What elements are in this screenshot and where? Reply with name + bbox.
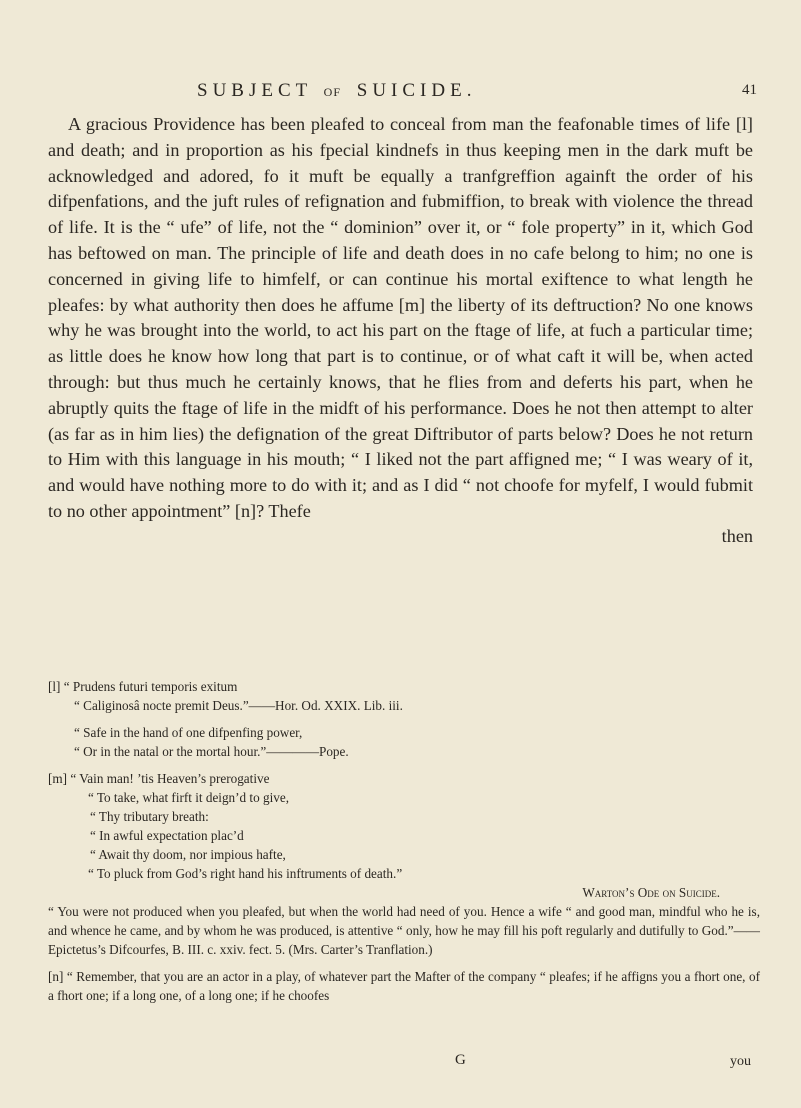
note-l-line-3: “ Safe in the hand of one difpenfing power, (74, 725, 303, 740)
running-title-subject: SUBJECT (197, 80, 312, 101)
note-m-line-2: “ To take, what firft it deign’d to give, (88, 790, 289, 805)
note-m-line-4: “ In awful expectation plac’d (90, 828, 244, 843)
note-epictetus: “ You were not produced when you pleafed, but when the world had need of you. Hence a wife “ and good man, mindful who he is, and whence he came, and by whom he was produced, is attentive “ only, how he may fill his poft regularly and dutifully to God.”——Epictetus’s Difcourfes, B. III. c. xxiv. fect. 5. (Mrs. Carter’s Tranflation.) (48, 904, 760, 957)
note-m-line-6: “ To pluck from God’s right hand his inftruments of death.” (88, 866, 403, 881)
note-l-line-1: [l] “ Prudens futuri temporis exitum (48, 679, 238, 694)
catchword-then: then (721, 525, 753, 546)
note-l-line-2: “ Caliginosâ nocte premit Deus.”——Hor. Od. XXIX. Lib. iii. (74, 698, 403, 713)
footnotes (48, 677, 760, 1005)
note-l-line-4: “ Or in the natal or the mortal hour.”————Pope. (74, 744, 349, 759)
page-number: 41 (742, 82, 757, 98)
footer-catchword: you (730, 1054, 751, 1069)
running-title-suicide: SUICIDE. (356, 80, 477, 101)
note-m-line-1: [m] “ Vain man! ’tis Heaven’s prerogative (48, 771, 270, 786)
running-header (197, 80, 757, 104)
main-text (48, 112, 753, 550)
note-m-attribution: Warton’s Ode on Suicide. (582, 885, 720, 900)
note-m-line-3: “ Thy tributary breath: (90, 809, 209, 824)
note-n: [n] “ Remember, that you are an actor in a play, of whatever part the Mafter of the company “ pleafes; if he affigns you a fhort one, of a fhort one; if a long one, of a long one; if he choofes (48, 969, 760, 1003)
body-paragraph: A gracious Providence has been pleafed to conceal from man the feafonable times of life [l] and death; and in proportion as his fpecial kindnefs in thus keeping men in the dark muft be acknowledged and adored, fo it muft be equally a tranfgreffion againft the order of his difpenfations, and the juft rules of refignation and fubmiffion, to break with violence the thread of life. It is the “ ufe” of life, not the “ dominion” over it, or “ fole property” in it, which God has beftowed on man. The principle of life and death does in no cafe belong to him; no one is concerned in giving life to himfelf, or can continue his mortal exiftence to what length he pleafes: by what authority then does he affume [m] the liberty of its deftruction? No one knows why he was brought into the world, to act his part on the ftage of life, at fuch a particular time; as little does he know how long that part is to continue, or of what caft it will be, when acted through: but thus much he certainly knows, that he flies from and deferts his part, when he abruptly quits the ftage of life in the midft of his performance. Does he not then attempt to alter (as far as in him lies) the defignation of the great Diftributor of parts below? Does he not return to Him with this language in his mouth; “ I liked not the part affigned me; “ I was weary of it, and would have nothing more to do with it; and as I did “ not choofe for myfelf, I would fubmit to no other appointment” [n]? Thefe (48, 114, 753, 521)
note-m-line-5: “ Await thy doom, nor impious hafte, (90, 847, 286, 862)
signature-mark: G (455, 1052, 466, 1068)
running-title-of: OF (323, 85, 341, 99)
